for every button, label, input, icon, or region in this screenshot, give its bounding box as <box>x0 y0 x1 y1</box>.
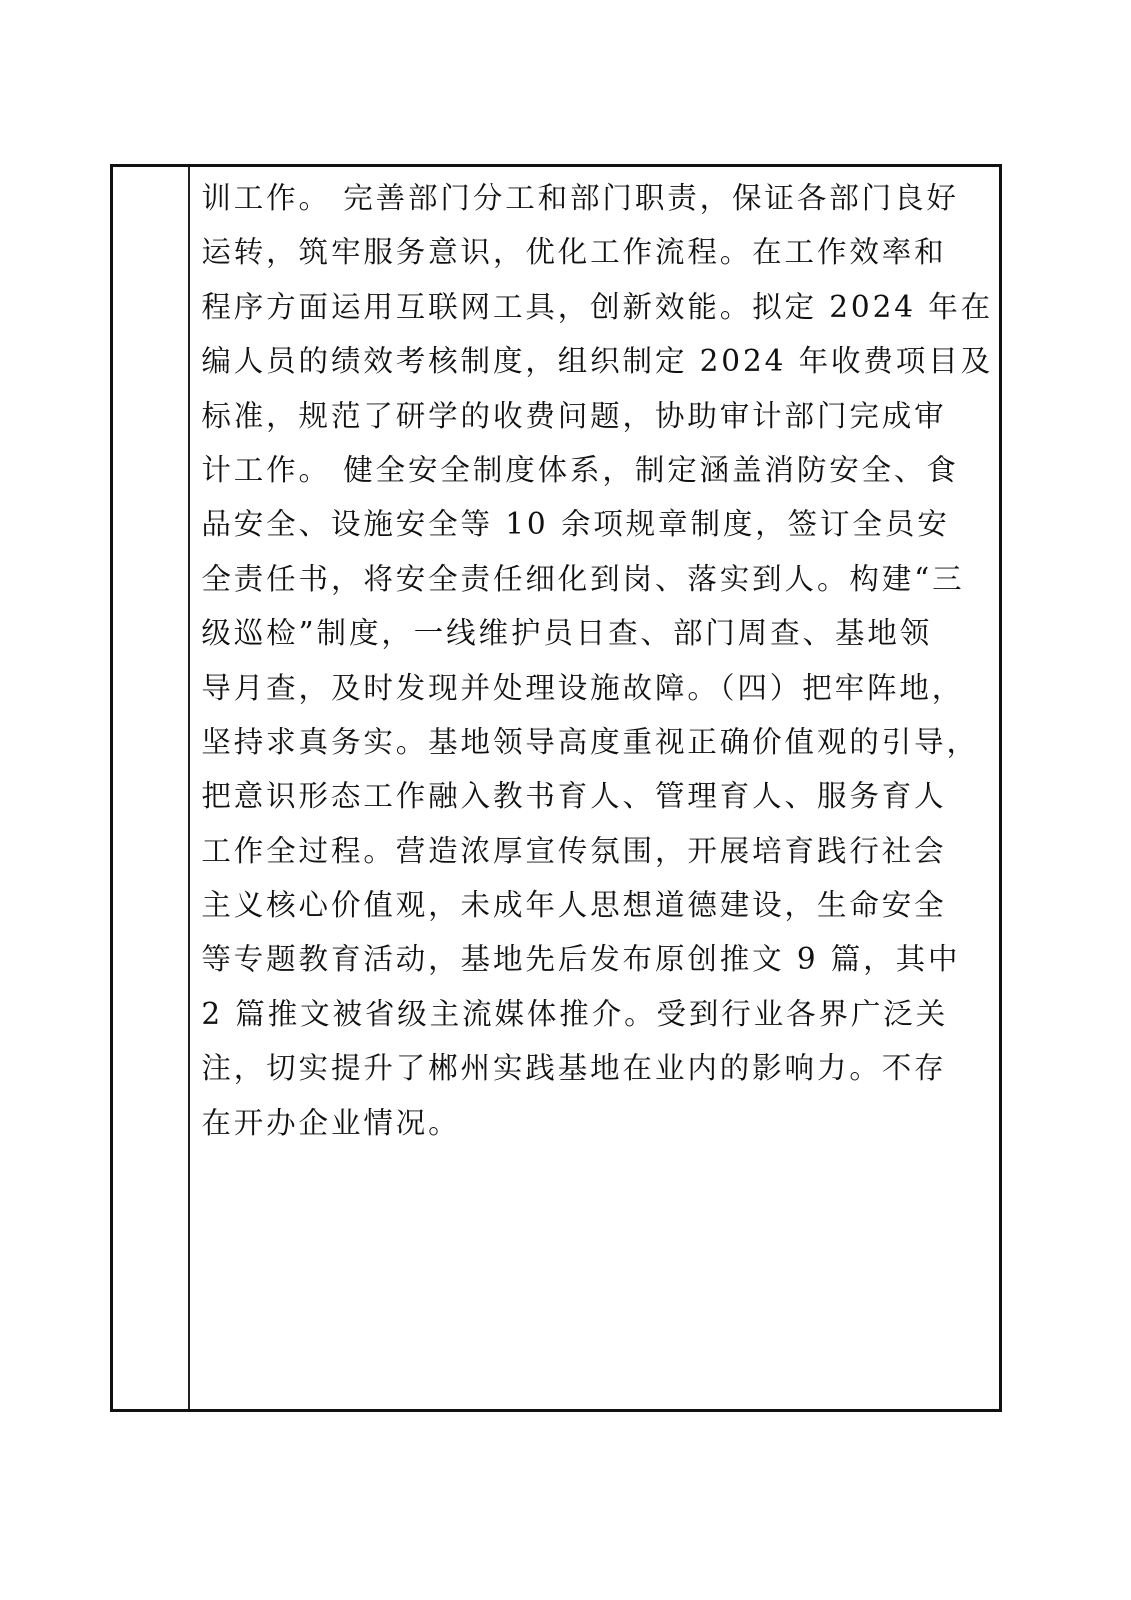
body-text-line: 主义核心价值观，未成年人思想道德建设，生命安全 <box>201 888 947 923</box>
body-text-line: 程序方面运用互联网工具，创新效能。拟定 2024 年在 <box>201 289 993 324</box>
body-text-line: 标准，规范了研学的收费问题，协助审计部门完成审 <box>201 398 947 433</box>
body-text-line: 2 篇推文被省级主流媒体推介。受到行业各界广泛关 <box>201 996 949 1031</box>
body-text-line: 全责任书，将安全责任细化到岗、落实到人。构建“三 <box>201 561 965 596</box>
body-text-line: 级巡检”制度，一线维护员日查、部门周查、基地领 <box>201 616 933 651</box>
body-text-line: 编人员的绩效考核制度，组织制定 2024 年收费项目及 <box>201 344 993 379</box>
body-text-line: 坚持求真务实。基地领导高度重视正确价值观的引导， <box>201 724 979 759</box>
form-table <box>110 164 1002 1412</box>
body-text-line: 导月查，及时发现并处理设施故障。（四）把牢阵地， <box>201 670 965 705</box>
body-text-line: 把意识形态工作融入教书育人、管理育人、服务育人 <box>201 779 947 814</box>
body-text-line: 品安全、设施安全等 10 余项规章制度，签订全员安 <box>201 507 950 542</box>
table-content-cell <box>190 167 999 1409</box>
body-text-line: 等专题教育活动，基地先后发布原创推文 9 篇，其中 <box>201 942 961 977</box>
table-label-cell <box>113 167 190 1409</box>
body-text-line: 运转，筑牢服务意识，优化工作流程。在工作效率和 <box>201 235 947 270</box>
body-text-line: 训工作。 完善部门分工和部门职责，保证各部门良好 <box>201 181 959 215</box>
body-text-line: 计工作。 健全安全制度体系，制定涵盖消防安全、食 <box>201 452 959 487</box>
body-text-line: 工作全过程。营造浓厚宣传氛围，开展培育践行社会 <box>201 833 947 868</box>
body-text-line: 在开办企业情况。 <box>201 1105 461 1140</box>
body-text-line: 注，切实提升了郴州实践基地在业内的影响力。不存 <box>201 1051 947 1086</box>
